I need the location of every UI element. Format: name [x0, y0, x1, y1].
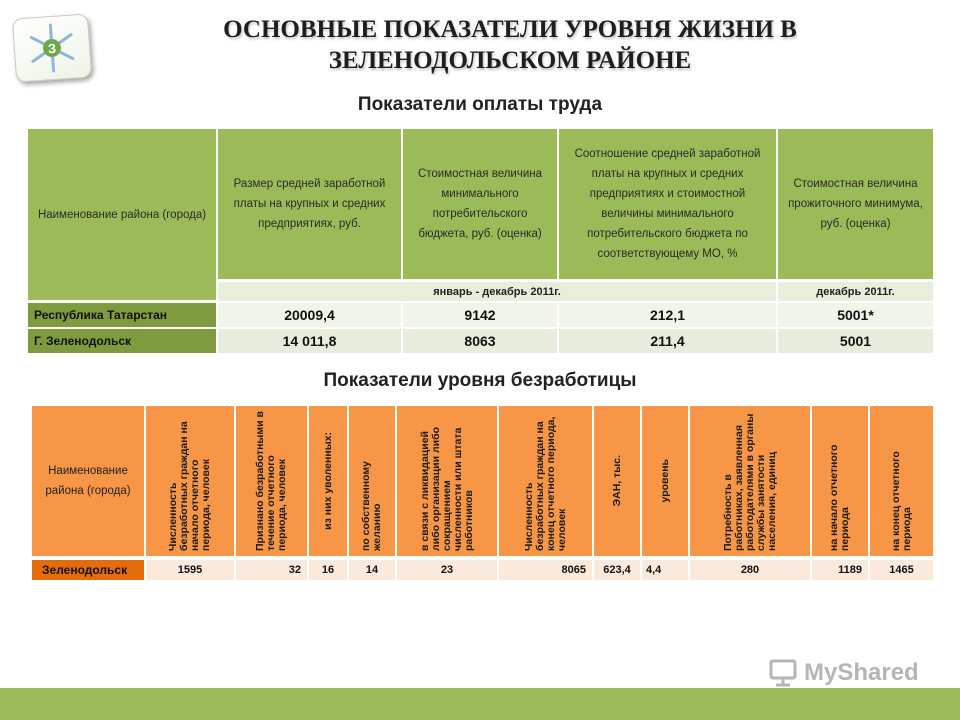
wages-cell: 5001*	[778, 303, 933, 327]
unemp-header-col: на конец отчетного периода	[870, 406, 933, 556]
wages-header-district: Наименование района (города)	[28, 129, 216, 300]
unemp-cell: 32	[236, 560, 307, 580]
wages-cell: 8063	[403, 329, 557, 353]
unemployment-section-title: Показатели уровня безработицы	[323, 370, 637, 391]
logo-letter: З	[47, 40, 57, 57]
unemp-header-col: Потребность в работниках, заявленная работодателями в органы службы занятости населения, единиц	[690, 406, 810, 556]
snowflake-logo-icon	[13, 14, 91, 81]
presentation-icon	[768, 658, 798, 688]
watermark	[768, 656, 938, 690]
page-title-line2: ЗЕЛЕНОДОЛЬСКОМ РАЙОНЕ	[328, 47, 692, 74]
page-title	[110, 14, 910, 76]
unemp-cell: 1595	[146, 560, 234, 580]
logo	[12, 13, 92, 82]
unemp-header-col: в связи с ликвидацией либо организации либо сокращением численности или штата работников	[397, 406, 497, 556]
wages-header-min-budget: Стоимостная величина минимального потребительского бюджета, руб. (оценка)	[403, 129, 557, 279]
wages-header-ratio: Соотношение средней заработной платы на крупных и средних предприятиях и стоимостной величины минимального потребительского бюджета по соответствующему МО, %	[559, 129, 776, 279]
wages-section-title: Показатели оплаты труда	[357, 94, 603, 115]
wages-row-name: Г. Зеленодольск	[28, 329, 216, 353]
page-title-line1: ОСНОВНЫЕ ПОКАЗАТЕЛИ УРОВНЯ ЖИЗНИ В	[223, 16, 797, 43]
wages-period-last: декабрь 2011г.	[778, 282, 933, 301]
unemp-cell: 16	[309, 560, 347, 580]
wages-cell: 14 011,8	[218, 329, 401, 353]
wages-cell: 212,1	[559, 303, 776, 327]
unemp-header-col: на начало отчетного периода	[812, 406, 868, 556]
unemp-header-col: Численность безработных граждан на конец отчетного периода, человек	[499, 406, 592, 556]
unemp-cell: 23	[397, 560, 497, 580]
wages-header-avg-salary: Размер средней заработной платы на крупных и средних предприятиях, руб.	[218, 129, 401, 279]
unemp-row-name: Зеленодольск	[32, 560, 144, 580]
unemp-cell: 14	[349, 560, 395, 580]
footer-bar	[0, 688, 960, 720]
wages-period-main: январь - декабрь 2011г.	[218, 282, 776, 301]
unemp-header-col: по собственному желанию	[349, 406, 395, 556]
unemp-cell: 623,4	[594, 560, 640, 580]
unemp-cell: 4,4	[642, 560, 688, 580]
unemp-header-col: уровень	[642, 406, 688, 556]
wages-row-name: Республика Татарстан	[28, 303, 216, 327]
unemp-header-col: Численность безработных граждан на начало отчетного периода, человек	[146, 406, 234, 556]
wages-cell: 20009,4	[218, 303, 401, 327]
unemp-header-col: ЭАН, тыс.	[594, 406, 640, 556]
unemp-header-col: из них уволенных:	[309, 406, 347, 556]
wages-header-subsistence: Стоимостная величина прожиточного минимума, руб. (оценка)	[778, 129, 933, 279]
wages-cell: 9142	[403, 303, 557, 327]
wages-cell: 5001	[778, 329, 933, 353]
unemp-cell: 8065	[499, 560, 592, 580]
unemp-header-district: Наименование района (города)	[32, 406, 144, 556]
wages-cell: 211,4	[559, 329, 776, 353]
unemp-cell: 1189	[812, 560, 868, 580]
watermark-text: MyShared	[804, 659, 919, 686]
unemp-header-col: Признано безработными в течение отчетного периода, человек	[236, 406, 307, 556]
unemp-cell: 280	[690, 560, 810, 580]
unemp-cell: 1465	[870, 560, 933, 580]
